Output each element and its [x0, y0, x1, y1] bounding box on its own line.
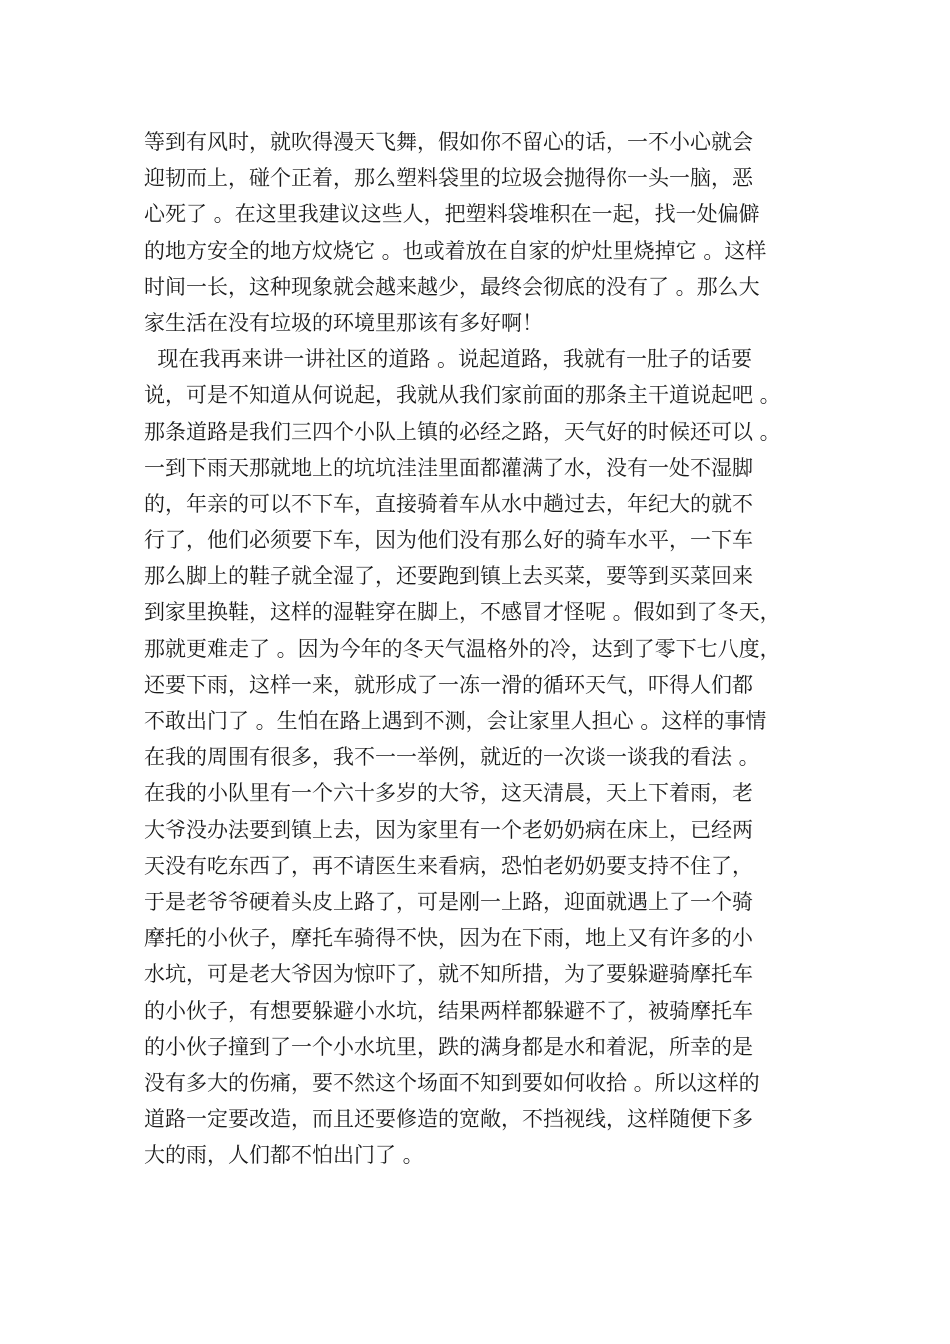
- text-line: 一到下雨天那就地上的坑坑洼洼里面都灌满了水，没有一处不湿脚: [144, 455, 753, 480]
- text-line: 行了，他们必须要下车，因为他们没有那么好的骑车水平，一下车: [144, 528, 753, 553]
- text-line: 摩托的小伙子，摩托车骑得不快，因为在下雨，地上又有许多的小: [144, 926, 753, 951]
- text-line: 不敢出门了 。生怕在路上遇到不测，会让家里人担心 。这样的事情: [144, 709, 767, 733]
- text-line: 大的雨，人们都不怕出门了 。: [144, 1143, 424, 1168]
- text-line: 迎韧而上，碰个正着，那么塑料袋里的垃圾会抛得你一头一脑，恶: [144, 166, 753, 191]
- text-line: 等到有风时，就吹得漫天飞舞，假如你不留心的话，一不小心就会: [144, 130, 753, 154]
- text-line: 那就更难走了 。因为今年的冬天气温格外的冷，达到了零下七八度，: [144, 636, 781, 661]
- text-line: 说，可是不知道从何说起，我就从我们家前面的那条主干道说起吧 。: [144, 383, 781, 408]
- text-line: 的小伙子撞到了一个小水坑里，跌的满身都是水和着泥，所幸的是: [144, 1034, 753, 1059]
- text-line: 现在我再来讲一讲社区的道路 。说起道路，我就有一肚子的话要: [144, 347, 753, 372]
- text-line: 心死了 。在这里我建议这些人，把塑料袋堆积在一起，找一处偏僻: [144, 202, 760, 227]
- text-line: 那么脚上的鞋子就全湿了，还要跑到镇上去买菜，要等到买菜回来: [144, 564, 753, 589]
- text-line: 还要下雨，这样一来，就形成了一冻一滑的循环天气，吓得人们都: [144, 672, 753, 697]
- text-line: 在我的周围有很多，我不一一举例，就近的一次谈一谈我的看法 。: [144, 745, 760, 770]
- text-line: 到家里换鞋，这样的湿鞋穿在脚上，不感冒才怪呢 。假如到了冬天，: [144, 600, 781, 625]
- text-line: 没有多大的伤痛，要不然这个场面不知到要如何收拾 。所以这样的: [144, 1070, 760, 1095]
- text-line: 的小伙子，有想要躲避小水坑，结果两样都躲避不了，被骑摩托车: [144, 998, 753, 1023]
- text-line: 的地方安全的地方炆烧它 。也或着放在自家的炉灶里烧掉它 。这样: [144, 238, 767, 263]
- text-line: 于是老爷爷硬着头皮上路了，可是刚一上路，迎面就遇上了一个骑: [144, 889, 753, 914]
- text-line: 天没有吃东西了，再不请医生来看病，恐怕老奶奶要支持不住了，: [144, 853, 753, 878]
- text-line: 那条道路是我们三四个小队上镇的必经之路，天气好的时候还可以 。: [144, 419, 781, 444]
- body-text: [144, 124, 824, 1173]
- text-line: 的，年亲的可以不下车，直接骑着车从水中趟过去，年纪大的就不: [144, 491, 753, 516]
- text-line: 道路一定要改造，而且还要修造的宽敞，不挡视线，这样随便下多: [144, 1107, 753, 1132]
- text-line: 水坑，可是老大爷因为惊吓了，就不知所措，为了要躲避骑摩托车: [144, 962, 753, 987]
- text-line: 大爷没办法要到镇上去，因为家里有一个老奶奶病在床上，已经两: [144, 817, 753, 842]
- text-line: 在我的小队里有一个六十多岁的大爷，这天清晨，天上下着雨，老: [144, 781, 753, 806]
- text-line: 时间一长，这种现象就会越来越少，最终会彻底的没有了 。那么大: [144, 274, 760, 299]
- text-line: 家生活在没有垃圾的环境里那该有多好啊！: [144, 310, 543, 335]
